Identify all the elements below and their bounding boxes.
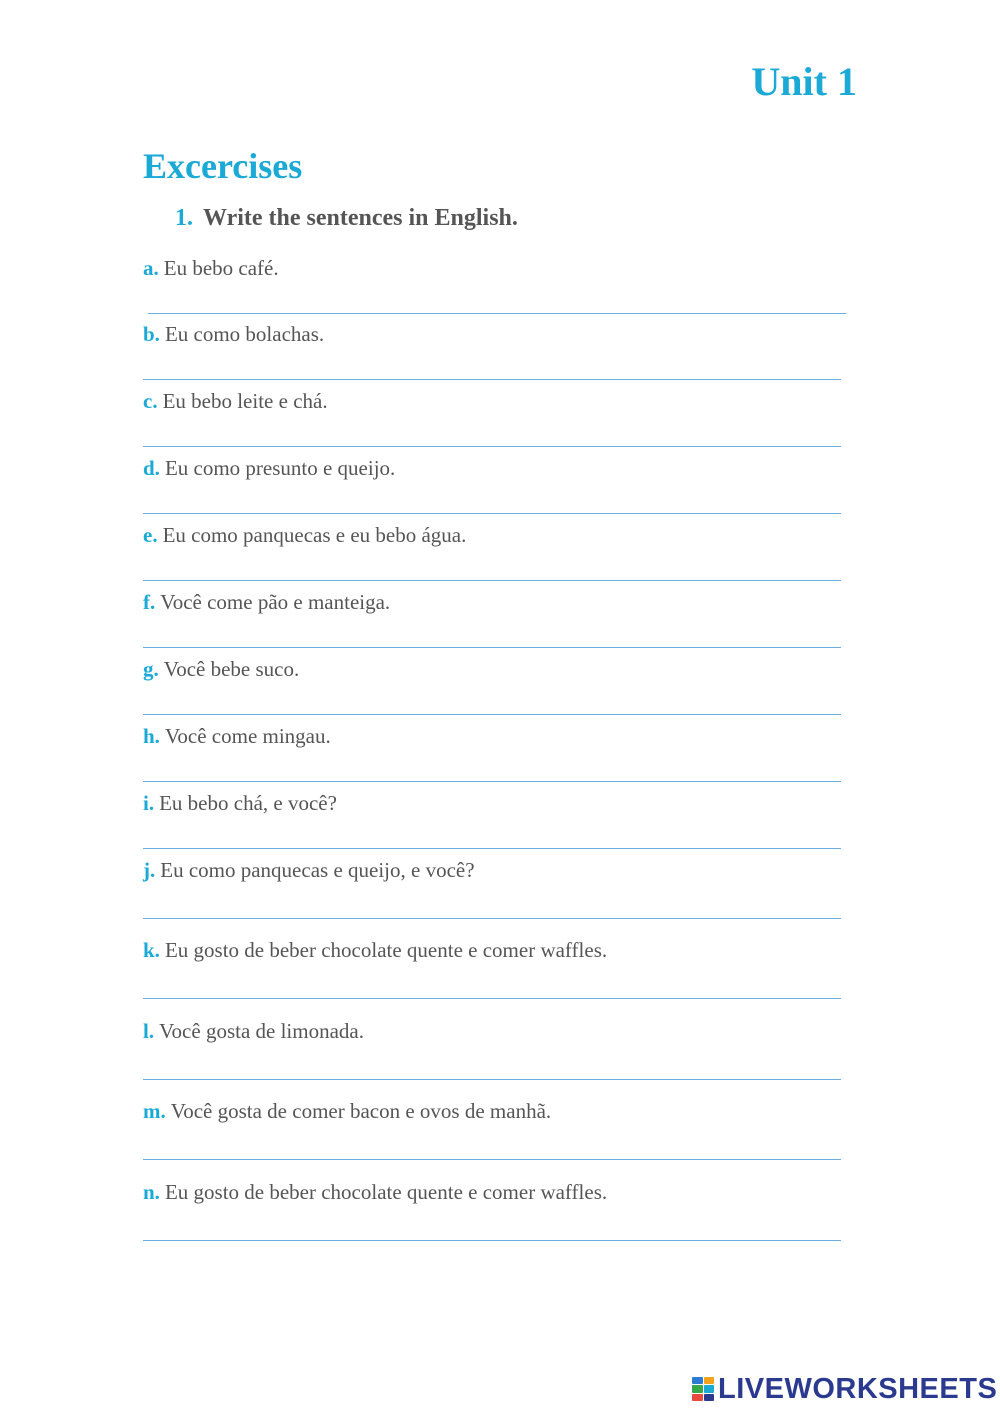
exercise-item-b <box>143 322 848 346</box>
item-prompt <box>143 523 848 547</box>
item-text: Você bebe suco. <box>163 657 300 681</box>
item-letter: g. <box>143 657 159 681</box>
answer-line-j[interactable] <box>143 918 841 919</box>
exercise-item-a <box>143 256 848 280</box>
item-letter: d. <box>143 456 160 480</box>
item-prompt <box>143 1180 848 1204</box>
answer-line-n[interactable] <box>143 1240 841 1241</box>
item-prompt <box>143 590 848 614</box>
item-text: Você gosta de comer bacon e ovos de manhã. <box>170 1099 552 1123</box>
instruction-number: 1. <box>175 205 193 231</box>
exercise-instruction <box>175 205 518 232</box>
answer-line-a[interactable] <box>148 313 846 314</box>
liveworksheets-logo <box>692 1374 997 1404</box>
section-title: Excercises <box>143 146 303 186</box>
item-letter: n. <box>143 1180 160 1204</box>
item-prompt <box>143 657 848 681</box>
item-text: Eu bebo café. <box>163 256 279 280</box>
logo-text: LIVEWORKSHEETS <box>718 1372 998 1405</box>
answer-line-h[interactable] <box>143 781 841 782</box>
item-prompt <box>143 858 848 882</box>
item-letter: i. <box>143 791 155 815</box>
exercise-item-m <box>143 1099 848 1123</box>
answer-line-e[interactable] <box>143 580 841 581</box>
answer-line-b[interactable] <box>143 379 841 380</box>
item-letter: b. <box>143 322 160 346</box>
answer-line-f[interactable] <box>143 647 841 648</box>
item-letter: m. <box>143 1099 166 1123</box>
item-text: Eu bebo chá, e você? <box>159 791 337 815</box>
liveworksheets-logo-icon <box>692 1377 714 1401</box>
item-letter: f. <box>143 590 156 614</box>
item-text: Eu como presunto e queijo. <box>164 456 396 480</box>
exercise-item-g <box>143 657 848 681</box>
unit-title: Unit 1 <box>751 59 857 104</box>
item-letter: j. <box>143 858 156 882</box>
exercise-item-c <box>143 389 848 413</box>
exercise-item-f <box>143 590 848 614</box>
exercise-item-h <box>143 724 848 748</box>
item-letter: l. <box>143 1019 155 1043</box>
item-prompt <box>143 724 848 748</box>
item-prompt <box>143 389 848 413</box>
item-prompt <box>143 322 848 346</box>
item-prompt <box>143 256 848 280</box>
answer-line-g[interactable] <box>143 714 841 715</box>
item-text: Eu bebo leite e chá. <box>162 389 328 413</box>
answer-line-c[interactable] <box>143 446 841 447</box>
item-prompt <box>143 938 848 962</box>
item-prompt <box>143 791 848 815</box>
answer-line-i[interactable] <box>143 848 841 849</box>
item-text: Você come pão e manteiga. <box>160 590 391 614</box>
exercise-item-d <box>143 456 848 480</box>
answer-line-l[interactable] <box>143 1079 841 1080</box>
exercise-item-l <box>143 1019 848 1043</box>
item-text: Eu como bolachas. <box>164 322 325 346</box>
instruction-text: Write the sentences in English. <box>203 205 518 231</box>
item-text: Você gosta de limonada. <box>159 1019 364 1043</box>
item-text: Eu como panquecas e queijo, e você? <box>160 858 475 882</box>
item-text: Você come mingau. <box>164 724 331 748</box>
item-letter: k. <box>143 938 160 962</box>
item-text: Eu gosto de beber chocolate quente e comer waffles. <box>164 1180 608 1204</box>
item-letter: e. <box>143 523 158 547</box>
item-text: Eu gosto de beber chocolate quente e comer waffles. <box>164 938 608 962</box>
item-prompt <box>143 1019 848 1043</box>
answer-line-k[interactable] <box>143 998 841 999</box>
answer-line-m[interactable] <box>143 1159 841 1160</box>
exercise-item-e <box>143 523 848 547</box>
item-prompt <box>143 1099 848 1123</box>
item-prompt <box>143 456 848 480</box>
item-letter: h. <box>143 724 160 748</box>
answer-line-d[interactable] <box>143 513 841 514</box>
exercise-item-i <box>143 791 848 815</box>
exercise-item-n <box>143 1180 848 1204</box>
item-text: Eu como panquecas e eu bebo água. <box>162 523 467 547</box>
exercise-item-k <box>143 938 848 962</box>
exercise-item-j <box>143 858 848 882</box>
item-letter: c. <box>143 389 158 413</box>
item-letter: a. <box>143 256 159 280</box>
